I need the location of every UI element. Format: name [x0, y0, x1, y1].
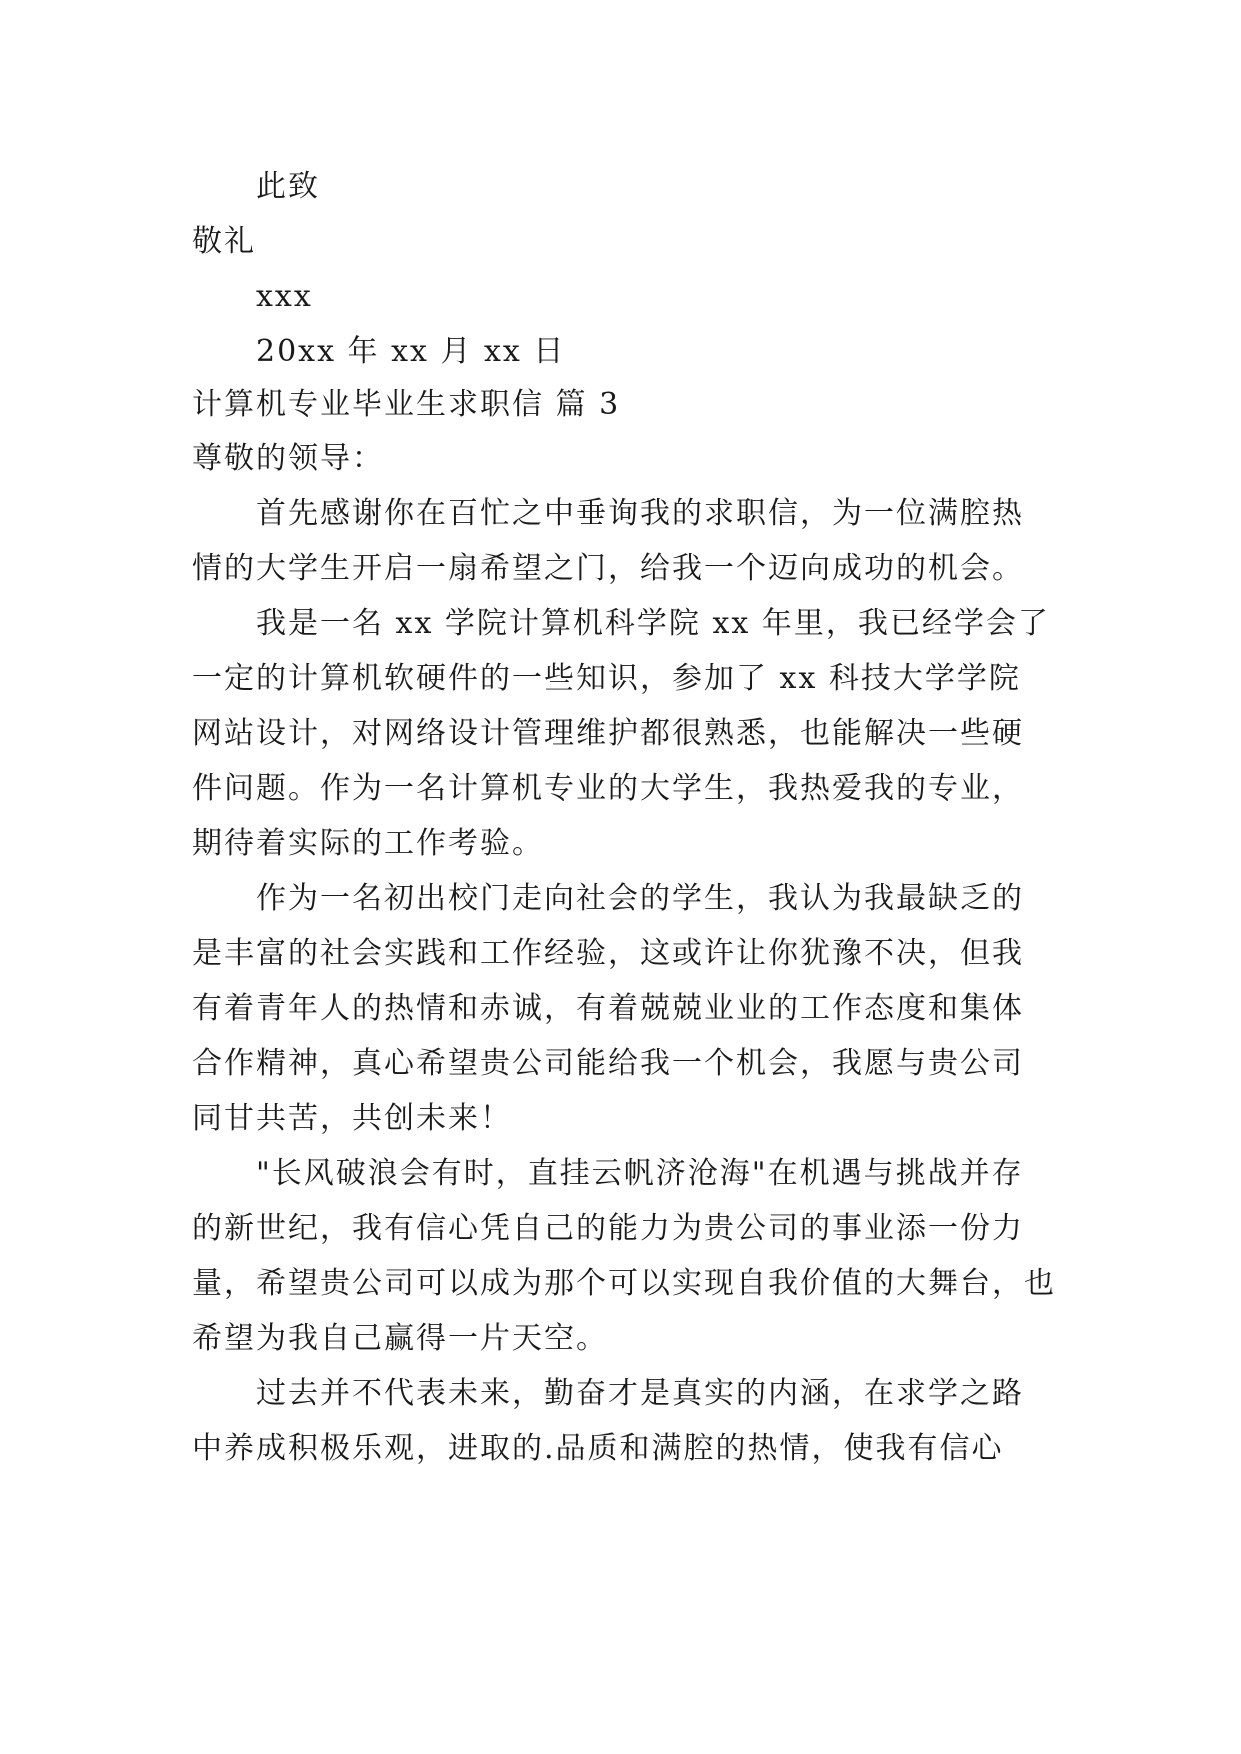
body-line: 首先感谢你在百忙之中垂询我的求职信，为一位满腔热	[256, 496, 1024, 531]
body-line: 的新世纪，我有信心凭自己的能力为贵公司的事业添一份力	[192, 1211, 1024, 1246]
body-line: 过去并不代表未来，勤奋才是真实的内涵，在求学之路	[256, 1376, 1024, 1411]
greeting: 尊敬的领导：	[192, 441, 384, 476]
signature: xxx	[256, 279, 313, 314]
body-line: 情的大学生开启一扇希望之门，给我一个迈向成功的机会。	[192, 551, 1024, 586]
section-title: 计算机专业毕业生求职信 篇 3	[192, 387, 621, 422]
body-line: 网站设计，对网络设计管理维护都很熟悉，也能解决一些硬	[192, 716, 1024, 751]
body-line: 作为一名初出校门走向社会的学生，我认为我最缺乏的	[256, 881, 1024, 916]
closing-salutation-2: 敬礼	[192, 224, 256, 259]
body-line: 有着青年人的热情和赤诚，有着兢兢业业的工作态度和集体	[192, 991, 1024, 1026]
body-line: 一定的计算机软硬件的一些知识，参加了 xx 科技大学学院	[192, 661, 1021, 696]
closing-salutation-1: 此致	[256, 169, 320, 204]
body-line: "长风破浪会有时，直挂云帆济沧海"在机遇与挑战并存	[256, 1156, 1024, 1191]
body-line: 期待着实际的工作考验。	[192, 826, 544, 861]
body-line: 希望为我自己赢得一片天空。	[192, 1321, 608, 1356]
body-line: 件问题。作为一名计算机专业的大学生，我热爱我的专业，	[192, 771, 1024, 806]
body-line: 中养成积极乐观，进取的.品质和满腔的热情，使我有信心	[192, 1431, 1004, 1466]
body-line: 量，希望贵公司可以成为那个可以实现自我价值的大舞台，也	[192, 1266, 1056, 1301]
body-line: 是丰富的社会实践和工作经验，这或许让你犹豫不决，但我	[192, 936, 1024, 971]
letter-date: 20xx 年 xx 月 xx 日	[256, 334, 566, 369]
body-line: 合作精神，真心希望贵公司能给我一个机会，我愿与贵公司	[192, 1046, 1024, 1081]
body-line: 同甘共苦，共创未来！	[192, 1101, 512, 1136]
body-line: 我是一名 xx 学院计算机科学院 xx 年里，我已经学会了	[256, 606, 1050, 641]
